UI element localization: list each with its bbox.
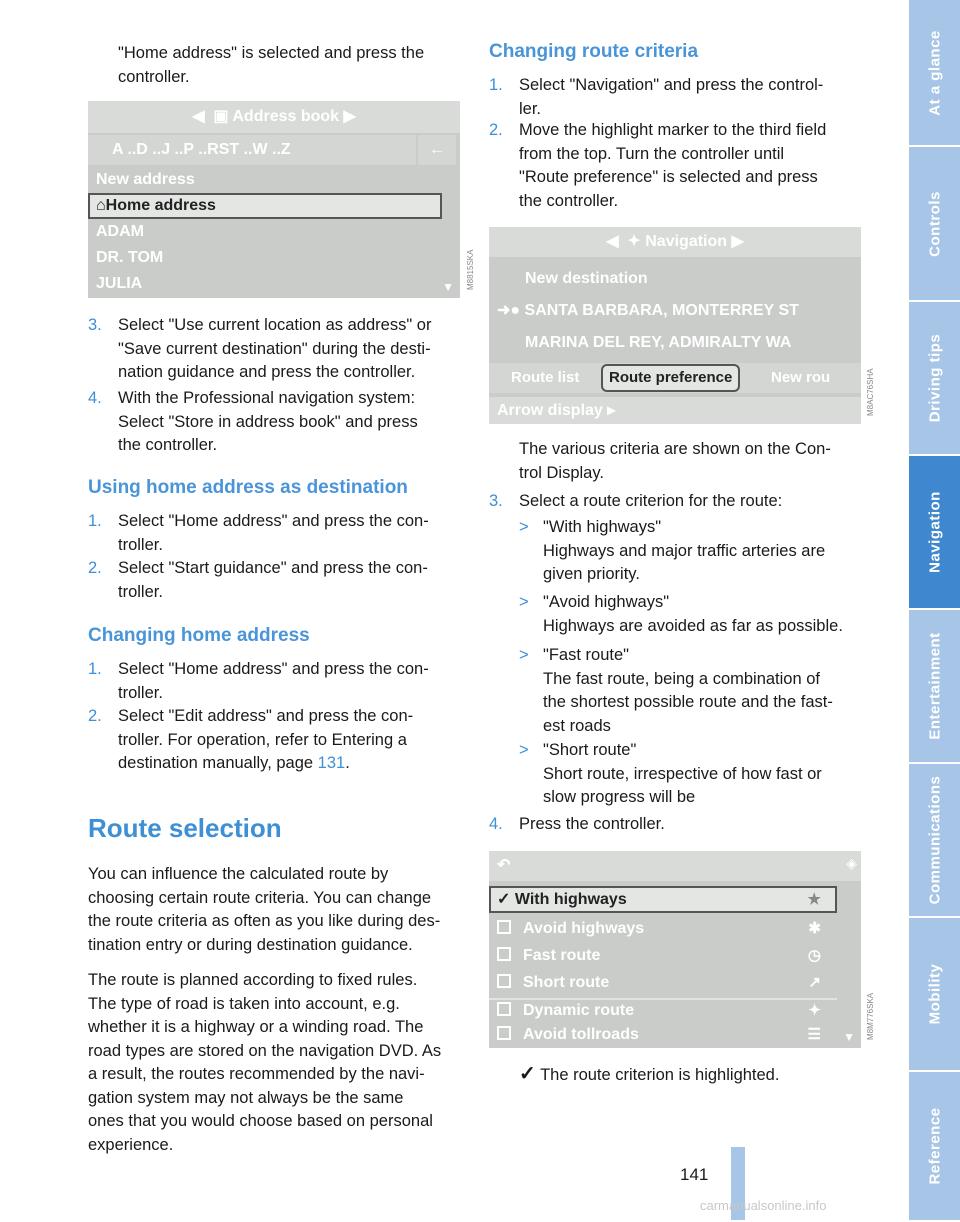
home-icon: ⌂	[96, 197, 106, 214]
toll-icon: ☰	[807, 1026, 821, 1043]
tab-reference[interactable]: Reference	[909, 1072, 960, 1222]
checkbox-icon	[497, 920, 511, 934]
arrow-display-item[interactable]: Arrow display ▸	[489, 397, 861, 424]
checkbox-icon	[497, 947, 511, 961]
checkbox-icon	[497, 1026, 511, 1040]
paragraph-route-intro: You can influence the calculated route by choosing certain route criteria. You can change the route criteria as often as you like during des- tination entry or during destination guidance.	[88, 865, 441, 954]
arrow-icon: ➜●	[497, 302, 525, 319]
criteria-item[interactable]: Short route ↗	[489, 969, 861, 996]
tab-navigation[interactable]: Navigation	[909, 456, 960, 610]
address-book-screen	[88, 101, 460, 298]
page-number: 141	[680, 1165, 709, 1184]
avoid-highway-icon: ✱	[808, 920, 821, 937]
list-item[interactable]: MARINA DEL REY, ADMIRALTY WA	[525, 334, 792, 351]
scroll-down-icon[interactable]: ▼	[442, 280, 454, 294]
tab-at-a-glance[interactable]: At a glance	[909, 0, 960, 147]
bullet-with-highways: > "With highways" Highways and major traffic arteries are given priority.	[519, 518, 826, 583]
short-route-icon: ↗	[808, 974, 821, 991]
bullet-short-route: > "Short route" Short route, irrespective of how fast or slow progress will be	[519, 741, 822, 806]
checkbox-icon	[497, 974, 511, 988]
list-item[interactable]: New address	[96, 171, 195, 188]
route-criteria-screen	[489, 851, 861, 1048]
bullet-avoid-highways: > "Avoid highways" Highways are avoided as far as possible.	[519, 593, 843, 635]
list-item-selected[interactable]: ⌂Home address	[88, 193, 442, 219]
tab-controls[interactable]: Controls	[909, 147, 960, 302]
heading-changing-route-criteria: Changing route criteria	[489, 41, 699, 62]
list-item[interactable]: ➜● SANTA BARBARA, MONTERREY ST	[497, 302, 799, 319]
heading-changing-home-address: Changing home address	[88, 625, 310, 646]
criteria-item[interactable]: Fast route ◷	[489, 942, 861, 969]
watermark: carmanualsonline.info	[700, 1198, 827, 1213]
checkmark-icon: ✓	[497, 891, 511, 908]
scroll-down-icon[interactable]: ▼	[843, 1030, 855, 1044]
tab-mobility[interactable]: Mobility	[909, 918, 960, 1072]
alphabet-selector[interactable]: A ..D ..J ..P ..RST ..W ..Z	[88, 135, 416, 165]
paragraph-route-rules: The route is planned according to fixed rules. The type of road is taken into account, e.g. whether it is a highway or a winding road. The road types are stored on the navigation DVD. As a result, the routes recommended by the navi- gation system may not always be the same ones that you would choose based on personal experience.	[88, 971, 442, 1154]
list-item[interactable]: JULIA	[96, 275, 143, 292]
list-item[interactable]: New destination	[525, 270, 648, 287]
page-link[interactable]: 131	[317, 754, 346, 772]
checkbox-icon	[497, 1002, 511, 1016]
image-code: M8815SKA	[466, 249, 475, 290]
controller-icon: ◈	[846, 855, 857, 871]
bullet-fast-route: > "Fast route" The fast route, being a combination of the shortest possible route and the fast- est roads	[519, 646, 833, 735]
tab-entertainment[interactable]: Entertainment	[909, 610, 960, 764]
back-icon[interactable]: ↶	[489, 851, 861, 881]
navigation-screen	[489, 227, 861, 424]
dynamic-route-icon: ✦	[808, 1002, 821, 1019]
tab-communications[interactable]: Communications	[909, 764, 960, 918]
criteria-item[interactable]: Avoid tollroads ☰	[489, 1022, 861, 1048]
tab-new-route[interactable]: New rou	[771, 369, 831, 386]
highlight-caption: ✓ The route criterion is highlighted.	[519, 1063, 780, 1085]
list-item[interactable]: ADAM	[96, 223, 144, 240]
back-arrow-icon[interactable]: ←	[418, 135, 456, 165]
route-tab-bar	[489, 363, 861, 393]
highway-icon: ★	[807, 891, 821, 908]
navigation-header: ◀ ✦ Navigation ▶	[489, 227, 861, 257]
checkmark-icon: ✓	[519, 1063, 536, 1085]
address-book-header: ◀ ▣ Address book ▶	[88, 101, 460, 133]
clock-icon: ◷	[807, 947, 821, 964]
heading-route-selection: Route selection	[88, 813, 282, 843]
criteria-item[interactable]: Avoid highways ✱	[489, 915, 861, 942]
intro-text: "Home address" is selected and press the controller.	[118, 44, 425, 86]
heading-using-home-address: Using home address as destination	[88, 477, 408, 498]
image-code: M8AC76SHA	[866, 368, 875, 416]
image-code: M8M776SKA	[866, 992, 875, 1040]
criteria-shown-text: The various criteria are shown on the Con- trol Display.	[519, 440, 831, 482]
tab-route-list[interactable]: Route list	[511, 369, 580, 386]
chapter-sidebar	[909, 0, 960, 1220]
tab-driving-tips[interactable]: Driving tips	[909, 302, 960, 456]
criteria-item-selected[interactable]: ✓ With highways ★	[489, 886, 837, 913]
criteria-item[interactable]: Dynamic route ✦	[489, 997, 861, 1024]
list-item[interactable]: DR. TOM	[96, 249, 164, 266]
tab-route-preference[interactable]: Route preference	[601, 364, 740, 392]
